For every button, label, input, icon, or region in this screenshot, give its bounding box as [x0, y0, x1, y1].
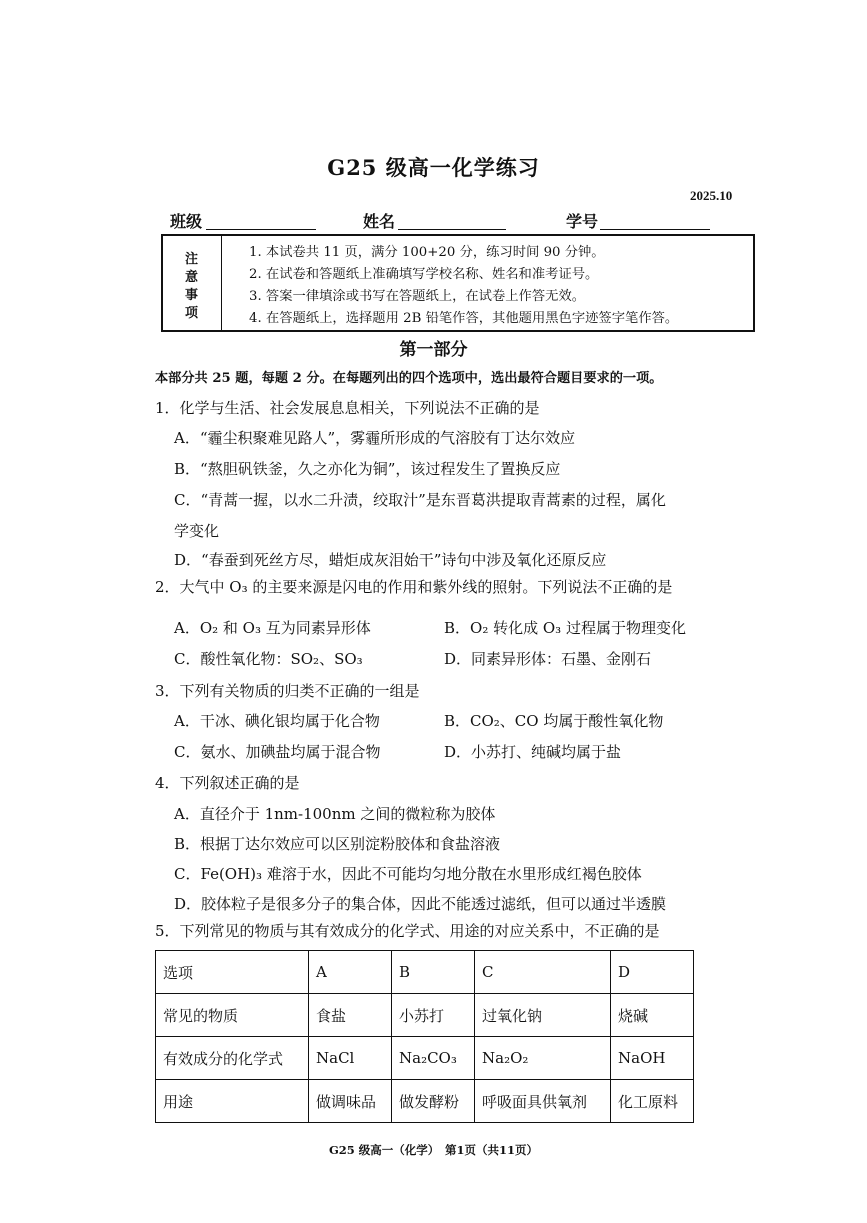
table-cell: 烧碱	[611, 994, 694, 1037]
notice-heading	[163, 236, 222, 330]
question-3-option-b: B．CO₂、CO 均属于酸性氧化物	[444, 712, 664, 730]
question-2-option-c: C．酸性氧化物：SO₂、SO₃	[174, 650, 363, 668]
question-4-option-a: A．直径介于 1nm-100nm 之间的微粒称为胶体	[174, 805, 496, 823]
page-footer: G25 级高一（化学） 第1页（共11页）	[328, 1143, 539, 1157]
question-4-option-b: B．根据丁达尔效应可以区别淀粉胶体和食盐溶液	[174, 835, 501, 853]
name-label: 姓名	[363, 212, 396, 231]
notice-heading-char: 事	[185, 288, 199, 303]
notice-item: 4. 在答题纸上，选择题用 2B 铅笔作答，其他题用黑色字迹签字笔作答。	[249, 311, 679, 326]
exam-date: 2025.10	[690, 188, 733, 203]
table-cell: 化工原料	[611, 1080, 694, 1123]
table-cell: A	[309, 951, 392, 994]
section-instructions: 本部分共 25 题，每题 2 分。在每题列出的四个选项中，选出最符合题目要求的一项。	[155, 371, 663, 386]
table-row	[156, 951, 694, 994]
student-id-blank[interactable]	[600, 229, 710, 230]
section-title: 第一部分	[399, 340, 468, 360]
page-title: G25 级高一化学练习	[327, 155, 540, 180]
table-row	[156, 994, 694, 1037]
notice-item: 2. 在试卷和答题纸上准确填写学校名称、姓名和准考证号。	[249, 267, 599, 282]
question-3-stem: 3．下列有关物质的归类不正确的一组是	[155, 682, 420, 700]
class-blank[interactable]	[206, 229, 316, 230]
question-1-stem: 1．化学与生活、社会发展息息相关，下列说法不正确的是	[155, 399, 540, 417]
notice-box	[161, 234, 755, 332]
name-blank[interactable]	[398, 229, 506, 230]
notice-heading-char: 注	[185, 252, 199, 267]
table-cell: NaCl	[309, 1037, 392, 1080]
table-cell: 做调味品	[309, 1080, 392, 1123]
table-cell: NaOH	[611, 1037, 694, 1080]
table-cell: 常见的物质	[156, 994, 309, 1037]
table-cell: 过氧化钠	[475, 994, 611, 1037]
notice-item: 3. 答案一律填涂或书写在答题纸上，在试卷上作答无效。	[249, 289, 586, 304]
question-2-option-b: B．O₂ 转化成 O₃ 过程属于物理变化	[444, 619, 686, 637]
table-cell: 食盐	[309, 994, 392, 1037]
table-row	[156, 1080, 694, 1123]
table-row	[156, 1037, 694, 1080]
class-label: 班级	[170, 212, 203, 231]
question-2-option-d: D．同素异形体：石墨、金刚石	[444, 650, 652, 668]
question-4-option-d: D．胶体粒子是很多分子的集合体，因此不能透过滤纸，但可以通过半透膜	[174, 895, 667, 913]
notice-heading-char: 项	[185, 306, 199, 321]
table-cell: C	[475, 951, 611, 994]
question-1-option-c-cont: 学变化	[174, 522, 220, 540]
question-3-option-c: C．氨水、加碘盐均属于混合物	[174, 743, 381, 761]
question-4-option-c: C．Fe(OH)₃ 难溶于水，因此不可能均匀地分散在水里形成红褐色胶体	[174, 865, 642, 883]
question-2-stem: 2．大气中 O₃ 的主要来源是闪电的作用和紫外线的照射。下列说法不正确的是	[155, 578, 673, 596]
question-2-option-a: A．O₂ 和 O₃ 互为同素异形体	[174, 619, 371, 637]
question-4-stem: 4．下列叙述正确的是	[155, 774, 300, 792]
question-5-stem: 5．下列常见的物质与其有效成分的化学式、用途的对应关系中，不正确的是	[155, 922, 660, 940]
table-cell: Na₂O₂	[475, 1037, 611, 1080]
table-cell: 用途	[156, 1080, 309, 1123]
table-cell: 呼吸面具供氧剂	[475, 1080, 611, 1123]
table-cell: 做发酵粉	[392, 1080, 475, 1123]
question-3-option-a: A．干冰、碘化银均属于化合物	[174, 712, 380, 730]
notice-heading-char: 意	[185, 270, 199, 285]
question-1-option-c: C．“青蒿一握，以水二升渍，绞取汁”是东晋葛洪提取青蒿素的过程，属化	[174, 491, 666, 509]
question-1-option-a: A．“霾尘积聚难见路人”，雾霾所形成的气溶胶有丁达尔效应	[174, 429, 576, 447]
student-id-label: 学号	[566, 212, 599, 231]
table-cell: B	[392, 951, 475, 994]
notice-item: 1. 本试卷共 11 页，满分 100+20 分，练习时间 90 分钟。	[249, 245, 605, 260]
table-cell: D	[611, 951, 694, 994]
table-cell: 选项	[156, 951, 309, 994]
question-3-option-d: D．小苏打、纯碱均属于盐	[444, 743, 622, 761]
question-1-option-b: B．“熬胆矾铁釜，久之亦化为铜”，该过程发生了置换反应	[174, 460, 561, 478]
question-5-table	[155, 950, 694, 1123]
table-cell: 有效成分的化学式	[156, 1037, 309, 1080]
question-1-option-d: D．“春蚕到死丝方尽，蜡炬成灰泪始干”诗句中涉及氧化还原反应	[174, 551, 607, 569]
table-cell: Na₂CO₃	[392, 1037, 475, 1080]
table-cell: 小苏打	[392, 994, 475, 1037]
